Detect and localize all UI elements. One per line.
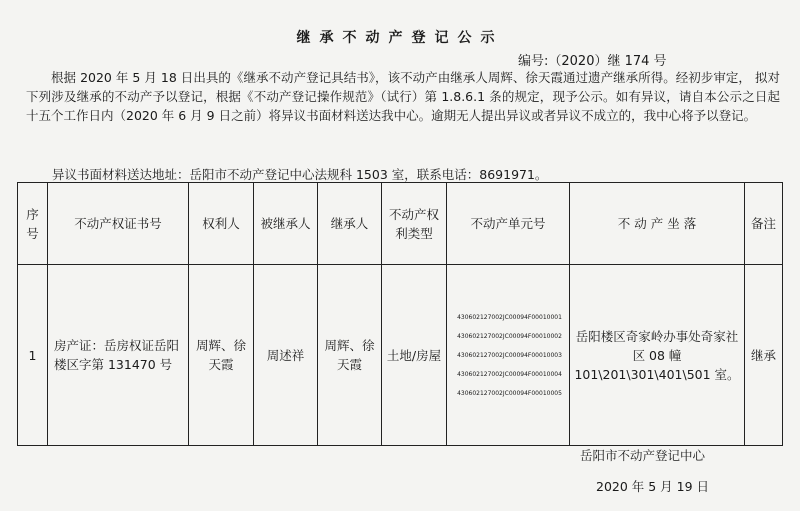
document-number: 编号:（2020）继 174 号 [518, 54, 667, 69]
header-remark: 备注 [745, 183, 783, 265]
unit-number: 430602127002JC00094F00010002 [457, 332, 562, 340]
issuer-signature: 岳阳市不动产登记中心 [580, 448, 706, 463]
page-title: 继承不动产登记公示 [296, 30, 504, 46]
cell-cert: 房产证：岳房权证岳阳楼区字第 131470 号 [48, 265, 189, 446]
unit-number: 430602127002JC00094F00010001 [457, 313, 562, 321]
header-seq: 序号 [18, 183, 48, 265]
unit-number: 430602127002JC00094F00010003 [457, 351, 562, 359]
property-table [17, 182, 783, 446]
header-heir: 继承人 [318, 183, 382, 265]
header-deceased: 被继承人 [254, 183, 318, 265]
table-header-row [18, 183, 783, 265]
cell-heir: 周辉、徐天霞 [318, 265, 382, 446]
notice-body [26, 68, 780, 125]
header-owner: 权利人 [189, 183, 254, 265]
cell-seq: 1 [18, 265, 48, 446]
objection-address: 异议书面材料送达地址：岳阳市不动产登记中心法规科 1503 室，联系电话：8691971。 [52, 167, 548, 182]
header-type: 不动产权利类型 [382, 183, 447, 265]
notice-paragraph: 根据 2020 年 5 月 18 日出具的《继承不动产登记具结书》，该不动产由继承人周辉、徐天霞通过遗产继承所得。经初步审定， 拟对下列涉及继承的不动产予以登记，根据《不动产登记操作规范》（试行）第 1.8.6.1 条的规定，现予公示。如有异议，请自本公示之日起十五个工作日内（2020 年 6 月 9 日之前）将异议书面材料送达我中心。逾期无人提出异议或者异议不成立的，我中心将予以登记。 [26, 70, 780, 123]
cell-owner: 周辉、徐天霞 [189, 265, 254, 446]
cell-remark: 继承 [745, 265, 783, 446]
cell-type: 土地/房屋 [382, 265, 447, 446]
issue-date: 2020 年 5 月 19 日 [596, 479, 710, 494]
table-row [18, 265, 783, 446]
cell-deceased: 周述祥 [254, 265, 318, 446]
header-unit: 不动产单元号 [447, 183, 570, 265]
header-location: 不 动 产 坐 落 [570, 183, 745, 265]
cell-units [447, 265, 570, 446]
header-cert: 不动产权证书号 [48, 183, 189, 265]
unit-number: 430602127002JC00094F00010004 [457, 370, 562, 378]
unit-number: 430602127002JC00094F00010005 [457, 389, 562, 397]
cell-location: 岳阳楼区奇家岭办事处奇家社区 08 幢 101\201\301\401\501 室。 [570, 265, 745, 446]
